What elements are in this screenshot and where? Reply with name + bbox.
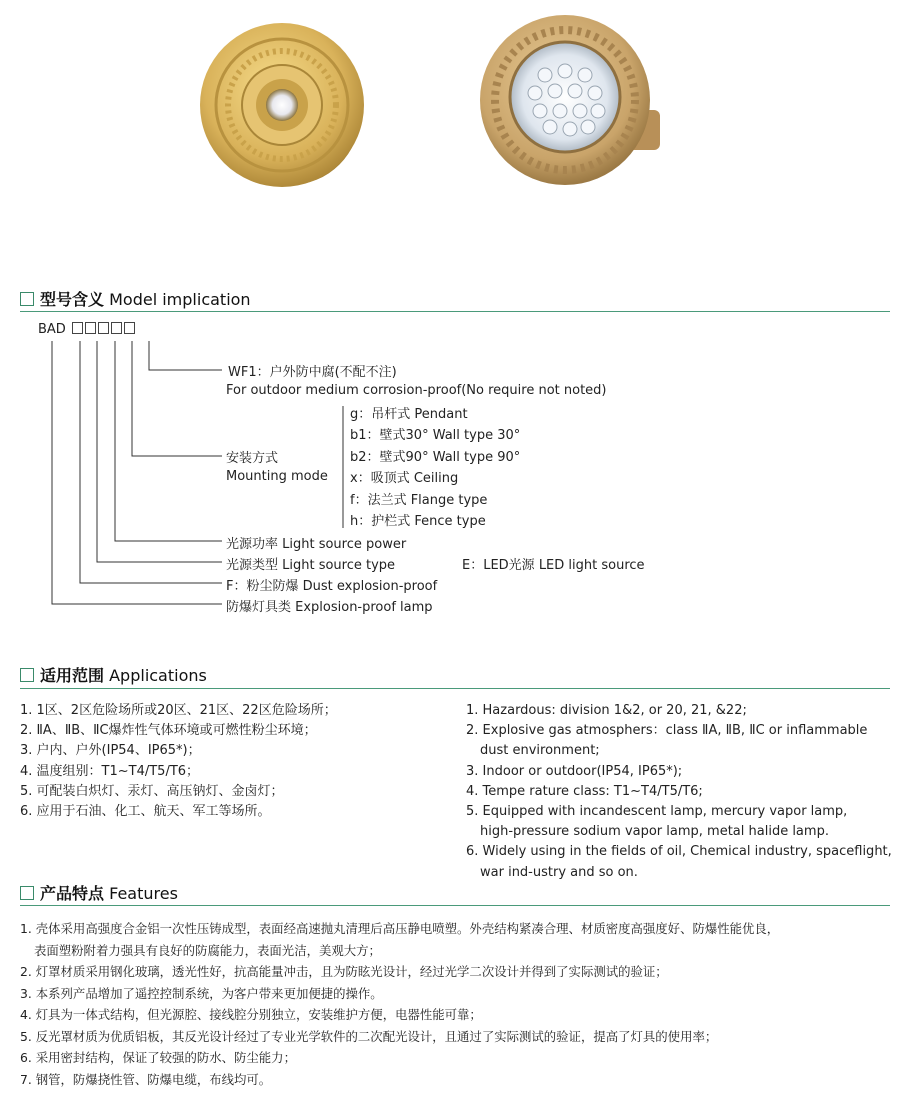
list-item: 6. Widely using in the fields of oil, Chemical industry, spaceflight, — [466, 844, 892, 860]
list-item: 2. 灯罩材质采用钢化玻璃，透光性好，抗高能量冲击，且为防眩光设计，经过光学二次设计并得到了实际测试的验证； — [20, 964, 668, 979]
annotation-wf1: WF1：户外防中腐(不配不注) — [228, 365, 397, 380]
list-item: 5. 可配装白炽灯、汞灯、高压钠灯、金卤灯； — [20, 783, 284, 799]
list-item: war ind-ustry and so on. — [480, 864, 638, 880]
list-item: 7. 钢管，防爆挠性管、防爆电缆，布线均可。 — [20, 1071, 272, 1087]
section-divider — [20, 688, 890, 689]
section-title-cn: 型号含义 — [40, 290, 105, 309]
annotation-dust: F：粉尘防爆 Dust explosion-proof — [226, 579, 438, 594]
list-item: 5. 反光罩材质为优质铝板，其反光设计经过了专业光学软件的二次配光设计，且通过了实际测试的验证，提高了灯具的使用率； — [20, 1028, 718, 1044]
annotation-mount-cn: 安装方式 — [226, 451, 279, 466]
mount-options-list — [350, 404, 520, 532]
section-checkbox-icon — [20, 668, 34, 682]
mount-option: b2：壁式90° Wall type 90° — [350, 449, 521, 465]
mount-option: h：护栏式 Fence type — [350, 514, 486, 530]
list-item: 4. 灯具为一体式结构，但光源腔、接线腔分别独立，安装维护方便，电器性能可靠； — [20, 1007, 482, 1022]
annotation-mount-en: Mounting mode — [226, 469, 328, 484]
model-code-prefix: BAD — [38, 322, 66, 337]
annotation-power: 光源功率 Light source power — [226, 537, 407, 552]
list-item: 6. 应用于石油、化工、航天、军工等场所。 — [20, 804, 271, 820]
section-divider — [20, 905, 890, 906]
section-title-en: Features — [109, 884, 178, 903]
mount-option: f：法兰式 Flange type — [350, 492, 488, 508]
list-item: 6. 采用密封结构，保证了较强的防水、防尘能力； — [20, 1050, 296, 1065]
list-item: 4. Tempe rature class: T1~T4/T5/T6; — [466, 783, 703, 799]
mount-option: b1：壁式30° Wall type 30° — [350, 428, 521, 444]
mount-option: x：吸顶式 Ceiling — [350, 471, 459, 487]
features-list — [20, 918, 779, 1090]
list-item: 5. Equipped with incandescent lamp, mercury vapor lamp, — [466, 804, 848, 820]
list-item: 表面塑粉附着力强具有良好的防腐能力，表面光洁，美观大方； — [34, 942, 381, 958]
section-title-cn: 适用范围 — [40, 666, 105, 685]
list-item: 2. Explosive gas atmosphers：class ⅡA, ⅡB, ⅡC or inflammable — [466, 723, 868, 739]
section-title-cn: 产品特点 — [40, 884, 105, 903]
section-title-applications — [20, 663, 207, 686]
annotation-type: 光源类型 Light source type — [226, 558, 396, 573]
applications-cn-list — [20, 701, 337, 822]
list-item: 3. 户内、户外(IP54、IP65*)； — [20, 743, 201, 759]
list-item: 2. ⅡA、ⅡB、ⅡC爆炸性气体环境或可燃性粉尘环境； — [20, 723, 317, 739]
annotation-type-e: E：LED光源 LED light source — [462, 558, 645, 573]
annotation-wf1-en: For outdoor medium corrosion-proof(No require not noted) — [226, 383, 607, 398]
list-item: 1. 1区、2区危险场所或20区、21区、22区危险场所； — [20, 703, 337, 718]
applications-en-list — [466, 701, 892, 883]
list-item: 1. Hazardous: division 1&2, or 20, 21, &22; — [466, 703, 747, 718]
section-title-en: Applications — [109, 666, 207, 685]
section-title-features — [20, 881, 178, 904]
list-item: high-pressure sodium vapor lamp, metal halide lamp. — [480, 824, 829, 840]
annotation-lamp: 防爆灯具类 Explosion-proof lamp — [226, 600, 433, 615]
list-item: dust environment; — [480, 743, 600, 759]
section-title-en: Model implication — [109, 290, 251, 309]
list-item: 3. 本系列产品增加了遥控控制系统，为客户带来更加便捷的操作。 — [20, 985, 383, 1001]
section-checkbox-icon — [20, 886, 34, 900]
list-item: 1. 壳体采用高强度合金铝一次性压铸成型，表面经高速抛丸清理后高压静电喷塑。外壳结构紧凑合理、材质密度高强度好、防爆性能优良， — [20, 921, 780, 936]
list-item: 3. Indoor or outdoor(IP54, IP65*); — [466, 763, 683, 779]
list-item: 4. 温度组别：T1~T4/T5/T6； — [20, 763, 200, 779]
mount-option: g：吊杆式 Pendant — [350, 407, 468, 422]
